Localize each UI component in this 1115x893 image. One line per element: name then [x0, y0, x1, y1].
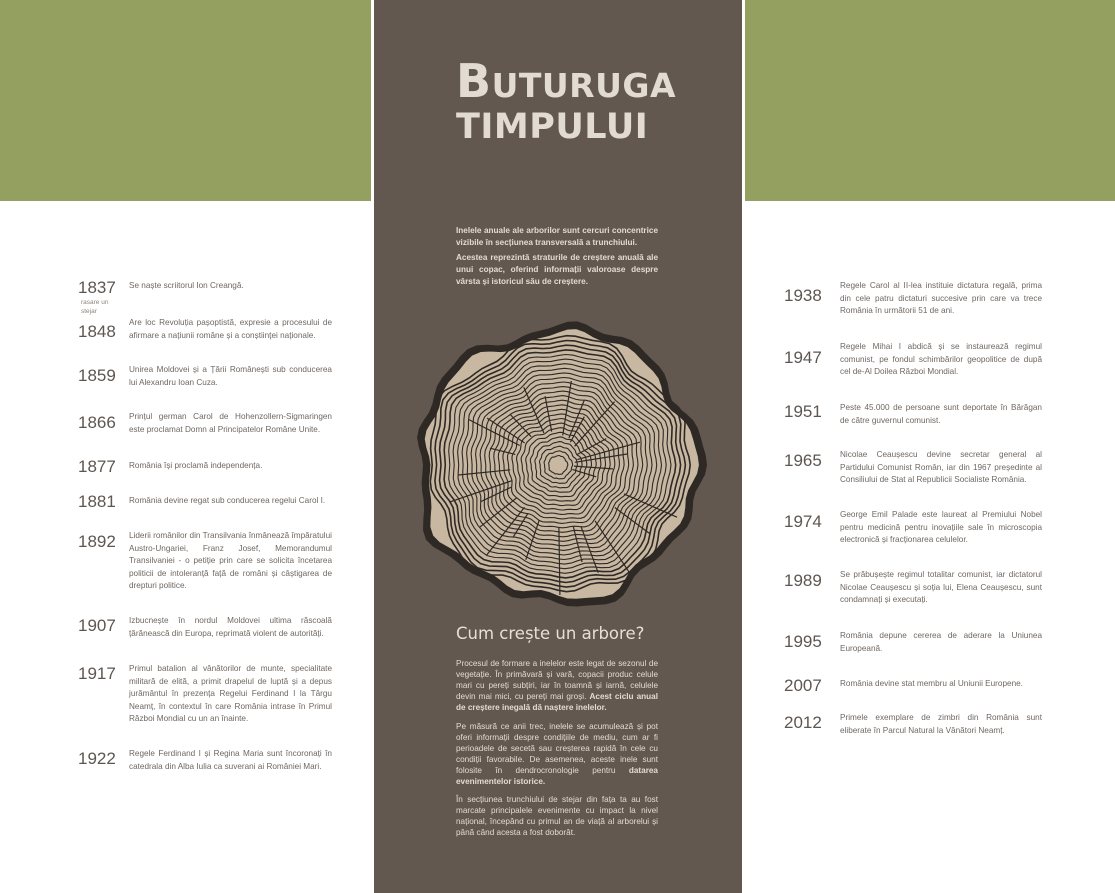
growth-paragraph-2-text: Pe măsură ce anii trec, inelele se acumulează și pot oferi informații despre condițiile de mediu, cum ar fi perioadele de secetă sau creșterea rapidă în cele cu condiții favorabile. De asemenea, aceste inele sunt folosite în dendrocronologie pentru	[456, 722, 658, 775]
growth-paragraph-1-bold: Acest ciclu anual de creștere inegală dă naștere inelelor.	[456, 692, 658, 712]
event-description: Are loc Revoluția pașoptistă, expresie a procesului de afirmare a națiunii române și a conștiinței naționale.	[129, 318, 332, 340]
event-note: rasare un stejar	[81, 299, 109, 315]
event-description: România devine regat sub conducerea regelui Carol I.	[129, 496, 326, 505]
green-header-block-right	[745, 0, 1115, 201]
growth-paragraph-3: În secțiunea trunchiului de stejar din fața ta au fost marcate principalele evenimente cu impact la nivel național, începând cu primul an de viață al arborelui și până când acesta a fost doborât.	[456, 795, 658, 837]
event-year: 1892	[78, 532, 116, 551]
event-year: 1907	[78, 616, 116, 635]
growth-paragraph-1	[456, 658, 658, 713]
intro-paragraph-1: Inelele anuale ale arborilor sunt cercuri concentrice vizibile în secțiunea transversală a trunchiului.	[456, 226, 658, 247]
event-description: Izbucnește în nordul Moldovei ultima răscoală țărănească din Europa, reprimată violent de autorități.	[129, 616, 332, 638]
event-year: 1995	[784, 632, 822, 651]
event-description: Se naște scriitorul Ion Creangă.	[129, 281, 244, 290]
event-description: Prințul german Carol de Hohenzollern-Sigmaringen este proclamat Domn al Principatelor Române Unite.	[129, 412, 332, 434]
event-year: 1974	[784, 512, 822, 531]
event-year: 1989	[784, 571, 822, 590]
event-description: România își proclamă independența.	[129, 461, 263, 470]
event-description: Regele Carol al II-lea instituie dictatura regală, prima din cele patru dictaturi succesive prin care va trece România în următorii 51 de ani.	[840, 281, 1042, 315]
event-year: 2007	[784, 676, 822, 695]
green-header-block-left	[0, 0, 371, 201]
event-year: 1922	[78, 749, 116, 768]
event-year: 1938	[784, 286, 822, 305]
event-description: Unirea Moldovei și a Țării Românești sub conducerea lui Alexandru Ioan Cuza.	[129, 365, 332, 387]
event-year: 1947	[784, 348, 822, 367]
event-year: 1866	[78, 413, 116, 432]
title-line-1: UTURUGA	[491, 66, 676, 105]
event-year: 1881	[78, 492, 116, 511]
event-description: Regele Mihai I abdică și se instaurează regimul comunist, pe fondul schimbărilor geopolitice de după cel de-Al Doilea Război Mondial.	[840, 342, 1042, 376]
event-description: Se prăbușește regimul totalitar comunist, iar dictatorul Nicolae Ceaușescu și soția lui, Elena Ceaușescu, sunt condamnați și executați.	[840, 570, 1042, 604]
event-description: Regele Ferdinand I și Regina Maria sunt încoronați în catedrala din Alba Iulia ca suverani ai României Mari.	[129, 749, 332, 771]
event-description: Liderii românilor din Transilvania înmânează împăratului Austro-Ungariei, Franz Josef, Memorandumul Transilvaniei - o petiție prin care se solicita încetarea politicii de intoleranță față de români și câștigarea de drepturi politice.	[129, 531, 332, 590]
event-description: Nicolae Ceaușescu devine secretar general al Partidului Comunist Român, iar din 1967 președinte al Consiliului de Stat al Republicii Socialiste România.	[840, 450, 1042, 484]
event-description: Peste 45.000 de persoane sunt deportate în Bărăgan de către guvernul comunist.	[840, 403, 1042, 425]
event-description: România depune cererea de aderare la Uniunea Europeană.	[840, 631, 1042, 653]
title-initial: B	[456, 54, 492, 108]
growth-paragraph-1-text: Procesul de formare a inelelor este legat de sezonul de vegetație. În primăvară și vară, copacii produc celule mari cu pereți subțiri, iar în toamnă și iarnă, celulele devin mai mici, cu pereți mai groși.	[456, 659, 658, 701]
intro-paragraph-2: Acestea reprezintă straturile de creștere anuală ale unui copac, oferind informații valoroase despre vârsta și istoricul său de creștere.	[456, 253, 658, 286]
event-year: 1848	[78, 322, 116, 341]
event-year: 1859	[78, 366, 116, 385]
event-year: 1951	[784, 402, 822, 421]
poster-title	[456, 54, 676, 147]
event-year: 1837	[78, 278, 116, 297]
title-line-2: TIMPULUI	[456, 107, 649, 147]
growth-paragraph-2	[456, 721, 658, 787]
tree-cross-section-illustration	[406, 320, 710, 610]
event-year: 1917	[78, 664, 116, 683]
growth-heading: Cum crește un arbore?	[456, 624, 645, 643]
event-description: România devine stat membru al Uniunii Europene.	[840, 679, 1023, 688]
event-description: Primele exemplare de zimbri din România sunt eliberate în Parcul Natural la Vânători Neamț.	[840, 713, 1042, 735]
event-year: 1877	[78, 457, 116, 476]
growth-paragraph-2-bold: datarea evenimentelor istorice.	[456, 766, 658, 786]
event-description: Primul batalion al vânătorilor de munte, specialitate militară de elită, a primit drapelul de luptă și a depus jurământul în prezența Regelui Ferdinand I la Târgu Neamț, în contextul în care România intrase în Primul Război Mondial cu un an înainte.	[129, 664, 332, 723]
event-year: 2012	[784, 713, 822, 732]
event-year: 1965	[784, 451, 822, 470]
event-description: George Emil Palade este laureat al Premiului Nobel pentru medicină pentru inovațiile sale în microscopia electronică și fracționarea celulelor.	[840, 510, 1042, 544]
